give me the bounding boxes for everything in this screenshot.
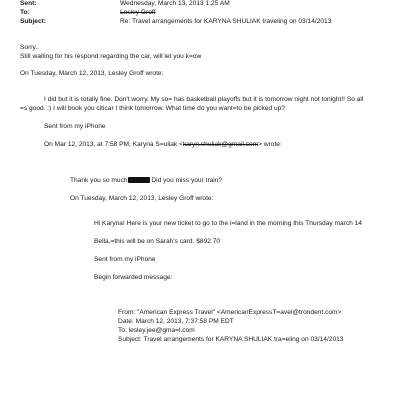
quote-header-2-suffix: > wrote: [258, 141, 282, 148]
fwd-from: From: "American Express Travel" <AmericanExpressT=avel@trondent.com> [118, 309, 342, 316]
quote2-line [70, 177, 222, 185]
fwd-to: To: lesley.jee@gma=l.com [118, 327, 195, 334]
quote3-line-b: Bella,=this will be on Sarah's card. $892.70 [94, 238, 221, 245]
redaction-bar [128, 177, 150, 183]
to-value: Lesley Groff [120, 9, 156, 16]
sent-label: Sent: [20, 0, 37, 7]
quote-header-2-prefix: On Mar 12, 2013, at 7:58 PM, Karyna S=uliak < [44, 141, 183, 148]
quote1-line-b: =s good. :) I will book you citicar I think tomorrow. What time do you want=to be picked up? [20, 105, 285, 112]
body-line-sorry: Sorry.. [20, 44, 39, 51]
quote2-prefix: Thank you so much [70, 177, 128, 184]
to-label: To: [20, 9, 30, 16]
body-line-waiting: Still waiting for his respond regarding the car, will let you k=ow [20, 53, 202, 60]
forwarded-message-label: Begin forwarded message: [94, 274, 173, 281]
sent-value: Wednesday, March 13, 2013 1:25 AM [120, 0, 230, 7]
quote2-suffix: Did you miss your train? [149, 177, 223, 184]
subject-value: Re: Travel arrangements for KARYNA SHULIAK traveling on 03/14/2013 [120, 18, 332, 25]
quote-header-3: On Tuesday, March 12, 2013, Lesley Groff wrote: [70, 195, 214, 202]
subject-label: Subject: [20, 18, 47, 25]
fwd-subject: Subject: Travel arrangements for KARYNA SHULIAK tra=eling on 03/14/2013 [118, 336, 344, 343]
fwd-date: Date: March 12, 2013, 7:37:58 PM EDT [118, 318, 234, 325]
quote-header-1: On Tuesday, March 12, 2013, Lesley Groff wrote: [20, 70, 164, 77]
quote-header-2 [44, 141, 282, 149]
quote3-sent-from: Sent from my iPhone [94, 256, 156, 263]
redacted-email: karyn.shuliak@gmail.com [182, 141, 259, 148]
quote1-line-a: I did but it is totally fine. Don't worry. My so= has basketball playoffs but it is tomorrow night not tonight!! So all [44, 96, 364, 103]
quote1-sent-from: Sent from my iPhone [44, 123, 106, 130]
quote3-line-a: Hi Karyna! Here is your new ticket to go to the i=land in the morning this Thursday march 14 [94, 220, 362, 227]
